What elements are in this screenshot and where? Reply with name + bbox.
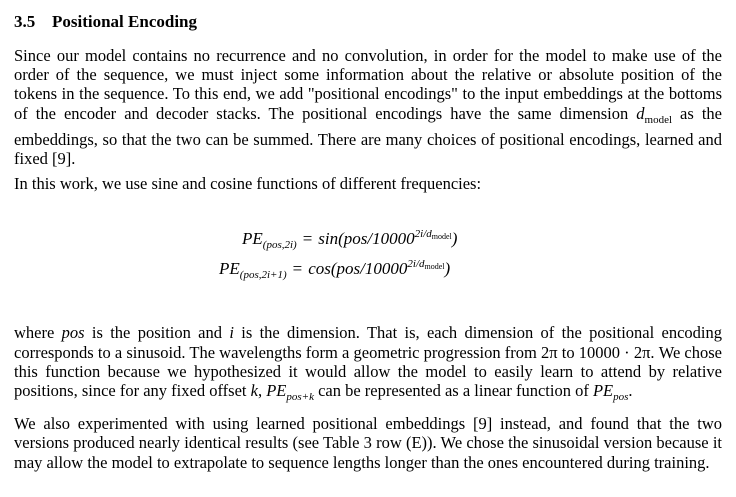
math-k: k — [250, 381, 258, 401]
section-title: Positional Encoding — [52, 12, 198, 31]
math-subscript: pos — [613, 391, 629, 404]
equation-lhs — [242, 229, 297, 252]
paragraph-text: can be represented as a linear function of — [313, 381, 593, 401]
equation-rhs — [308, 259, 450, 278]
pe-symbol: PE — [242, 229, 263, 249]
paragraph-intro — [14, 46, 722, 168]
paragraph-learned-embeddings: We also experimented with using learned positional embeddings [9] instead, and found that the two versions produced nearly identical results (see Table 3 row (E)). We chose the sinusoidal version because it may allow the model to extrapolate to sequence lengths longer than the ones encountered during training. — [14, 414, 722, 472]
paragraph-sinusoid-intro: In this work, we use sine and cosine functions of different frequencies: — [14, 174, 482, 194]
pe-subscript: (pos,2i+1) — [239, 269, 287, 282]
paper-page — [14, 12, 722, 472]
math-subscript: model — [644, 113, 673, 126]
exponent-text: 2i/d — [414, 228, 432, 241]
pe-subscript: (pos,2i) — [262, 239, 297, 252]
section-number: 3.5 — [14, 12, 36, 31]
paragraph-text: is the dimension. That is, each dimension of the positional encoding corresponds to a sinusoid. The wavelengths form a geometric progression from 2π to 10000 · 2π. We chose this function because we hypothesized it would allow the model to easily learn to attend by relative positions, since for any fixed offset — [14, 323, 722, 401]
paragraph-text: as the embeddings, so that the two can be summed. There are many choices of positional encodings, learned and fixed [9]. — [14, 103, 722, 169]
close-paren: ) — [444, 259, 451, 279]
equation-block — [14, 223, 722, 323]
paragraph-text: . — [628, 381, 633, 401]
math-pos: pos — [61, 323, 85, 343]
close-paren: ) — [451, 229, 458, 249]
paragraph-text: where — [14, 323, 62, 343]
math-pe: PE — [592, 381, 614, 401]
equation-rhs — [318, 229, 457, 248]
exponent — [415, 228, 452, 240]
section-heading — [14, 12, 722, 32]
equals-sign: = — [302, 229, 313, 249]
paragraph-text: is the position and — [84, 323, 230, 343]
paragraph-text: Since our model contains no recurrence and no convolution, in order for the model to make use of the order of the sequence, we must inject some information about the relative or absolute position of the tokens in the sequence. To this end, we add "positional encodings" to the input embeddings at the bottoms of the encoder and decoder stacks. The positional encodings have the same dimension — [14, 46, 722, 123]
rhs-text: sin(pos/10000 — [318, 229, 415, 249]
paragraph-explanation — [14, 323, 722, 407]
math-i: i — [229, 323, 234, 343]
pe-symbol: PE — [219, 259, 240, 279]
paragraph-text: , — [257, 381, 267, 401]
math-subscript: pos+k — [286, 391, 314, 404]
equals-sign: = — [292, 259, 303, 279]
equation-cos — [219, 253, 450, 286]
equation-sin — [242, 223, 457, 256]
math-pe: PE — [266, 381, 287, 401]
exponent — [407, 258, 444, 270]
exponent-subscript: model — [431, 232, 452, 242]
equation-lhs — [219, 259, 287, 282]
exponent-subscript: model — [424, 262, 445, 272]
exponent-text: 2i/d — [407, 258, 425, 271]
math-d: d — [636, 103, 645, 123]
rhs-text: cos(pos/10000 — [308, 259, 408, 279]
